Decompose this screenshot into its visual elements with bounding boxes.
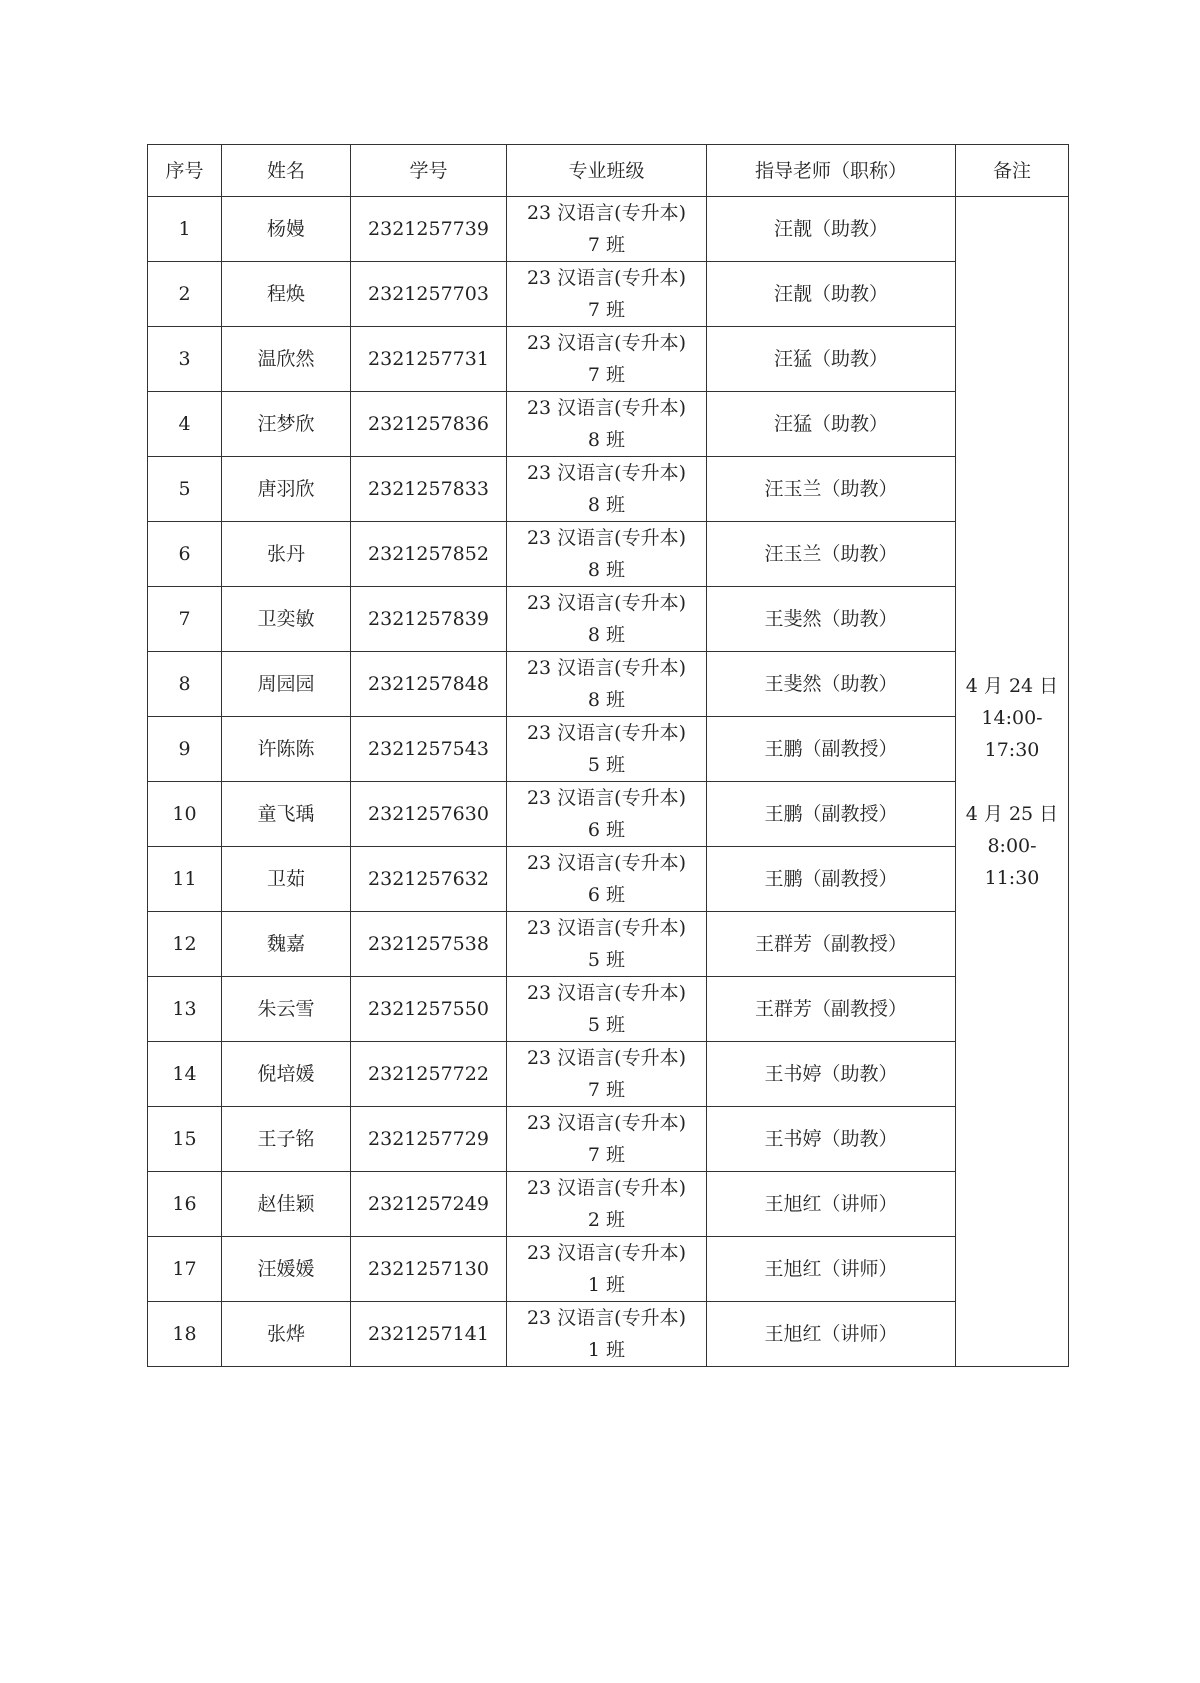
cell-serial-number: 16 xyxy=(148,1172,222,1237)
cell-serial-number: 9 xyxy=(148,717,222,782)
class-line-2: 5 班 xyxy=(587,949,626,971)
cell-advisor: 王斐然（助教） xyxy=(707,587,956,652)
cell-name: 卫茹 xyxy=(222,847,351,912)
cell-major-class xyxy=(507,1042,707,1107)
cell-name: 童飞瑀 xyxy=(222,782,351,847)
cell-major-class xyxy=(507,1172,707,1237)
remark-day2-time-start: 8:00- xyxy=(987,834,1037,857)
table-row xyxy=(148,197,1069,262)
cell-major-class xyxy=(507,912,707,977)
cell-student-id: 2321257836 xyxy=(351,392,507,457)
cell-name: 唐羽欣 xyxy=(222,457,351,522)
cell-remark xyxy=(956,197,1069,1367)
table-row xyxy=(148,327,1069,392)
cell-major-class xyxy=(507,977,707,1042)
cell-advisor: 王旭红（讲师） xyxy=(707,1237,956,1302)
student-roster-table xyxy=(147,144,1069,1367)
remark-day2-time-end: 11:30 xyxy=(984,866,1040,889)
cell-student-id: 2321257703 xyxy=(351,262,507,327)
remark-day1-date: 4 月 24 日 xyxy=(965,674,1059,697)
class-line-2: 6 班 xyxy=(587,819,626,841)
table-row xyxy=(148,1237,1069,1302)
cell-major-class xyxy=(507,1302,707,1367)
cell-major-class xyxy=(507,327,707,392)
class-line-1: 23 汉语言(专升本) xyxy=(526,527,687,549)
cell-major-class xyxy=(507,1237,707,1302)
header-name: 姓名 xyxy=(222,145,351,197)
cell-serial-number: 18 xyxy=(148,1302,222,1367)
cell-student-id: 2321257550 xyxy=(351,977,507,1042)
cell-major-class xyxy=(507,522,707,587)
class-line-1: 23 汉语言(专升本) xyxy=(526,202,687,224)
cell-student-id: 2321257729 xyxy=(351,1107,507,1172)
cell-serial-number: 5 xyxy=(148,457,222,522)
cell-major-class xyxy=(507,197,707,262)
cell-name: 倪培媛 xyxy=(222,1042,351,1107)
cell-serial-number: 10 xyxy=(148,782,222,847)
header-serial-number: 序号 xyxy=(148,145,222,197)
cell-major-class xyxy=(507,457,707,522)
cell-advisor: 王书婷（助教） xyxy=(707,1107,956,1172)
class-line-1: 23 汉语言(专升本) xyxy=(526,982,687,1004)
cell-name: 程焕 xyxy=(222,262,351,327)
class-line-1: 23 汉语言(专升本) xyxy=(526,1177,687,1199)
cell-serial-number: 12 xyxy=(148,912,222,977)
cell-name: 王子铭 xyxy=(222,1107,351,1172)
cell-serial-number: 6 xyxy=(148,522,222,587)
header-major-class: 专业班级 xyxy=(507,145,707,197)
cell-student-id: 2321257833 xyxy=(351,457,507,522)
cell-student-id: 2321257731 xyxy=(351,327,507,392)
cell-name: 杨嫚 xyxy=(222,197,351,262)
cell-advisor: 汪猛（助教） xyxy=(707,327,956,392)
class-line-2: 7 班 xyxy=(587,234,626,256)
header-row xyxy=(148,145,1069,197)
class-line-2: 7 班 xyxy=(587,364,626,386)
cell-advisor: 王群芳（副教授） xyxy=(707,912,956,977)
cell-advisor: 汪靓（助教） xyxy=(707,197,956,262)
cell-advisor: 汪靓（助教） xyxy=(707,262,956,327)
cell-major-class xyxy=(507,1107,707,1172)
cell-advisor: 王鹏（副教授） xyxy=(707,782,956,847)
cell-student-id: 2321257839 xyxy=(351,587,507,652)
class-line-1: 23 汉语言(专升本) xyxy=(526,722,687,744)
table-row xyxy=(148,782,1069,847)
class-line-1: 23 汉语言(专升本) xyxy=(526,267,687,289)
class-line-2: 1 班 xyxy=(587,1339,626,1361)
cell-name: 张烨 xyxy=(222,1302,351,1367)
remark-spacer xyxy=(956,766,1068,798)
cell-serial-number: 11 xyxy=(148,847,222,912)
cell-serial-number: 13 xyxy=(148,977,222,1042)
cell-name: 赵佳颖 xyxy=(222,1172,351,1237)
class-line-2: 8 班 xyxy=(587,494,626,516)
table-row xyxy=(148,1042,1069,1107)
class-line-1: 23 汉语言(专升本) xyxy=(526,1047,687,1069)
cell-major-class xyxy=(507,262,707,327)
table-row xyxy=(148,262,1069,327)
cell-advisor: 王书婷（助教） xyxy=(707,1042,956,1107)
cell-student-id: 2321257739 xyxy=(351,197,507,262)
cell-advisor: 汪玉兰（助教） xyxy=(707,457,956,522)
cell-advisor: 王鹏（副教授） xyxy=(707,847,956,912)
table-row xyxy=(148,652,1069,717)
table-row xyxy=(148,392,1069,457)
cell-student-id: 2321257538 xyxy=(351,912,507,977)
cell-serial-number: 1 xyxy=(148,197,222,262)
table-body xyxy=(148,197,1069,1367)
table-row xyxy=(148,1107,1069,1172)
class-line-1: 23 汉语言(专升本) xyxy=(526,852,687,874)
cell-serial-number: 15 xyxy=(148,1107,222,1172)
cell-advisor: 王群芳（副教授） xyxy=(707,977,956,1042)
cell-name: 温欣然 xyxy=(222,327,351,392)
cell-name: 汪梦欣 xyxy=(222,392,351,457)
class-line-1: 23 汉语言(专升本) xyxy=(526,657,687,679)
cell-name: 魏嘉 xyxy=(222,912,351,977)
class-line-2: 8 班 xyxy=(587,624,626,646)
class-line-2: 7 班 xyxy=(587,1144,626,1166)
table-row xyxy=(148,457,1069,522)
cell-student-id: 2321257632 xyxy=(351,847,507,912)
cell-major-class xyxy=(507,587,707,652)
cell-advisor: 王旭红（讲师） xyxy=(707,1172,956,1237)
cell-serial-number: 3 xyxy=(148,327,222,392)
cell-student-id: 2321257848 xyxy=(351,652,507,717)
class-line-2: 6 班 xyxy=(587,884,626,906)
class-line-1: 23 汉语言(专升本) xyxy=(526,1307,687,1329)
cell-student-id: 2321257543 xyxy=(351,717,507,782)
table-header xyxy=(148,145,1069,197)
class-line-1: 23 汉语言(专升本) xyxy=(526,462,687,484)
class-line-2: 1 班 xyxy=(587,1274,626,1296)
class-line-1: 23 汉语言(专升本) xyxy=(526,332,687,354)
class-line-2: 7 班 xyxy=(587,299,626,321)
cell-student-id: 2321257852 xyxy=(351,522,507,587)
table-row xyxy=(148,587,1069,652)
table-row xyxy=(148,522,1069,587)
class-line-2: 8 班 xyxy=(587,559,626,581)
table-row xyxy=(148,977,1069,1042)
remark-day1-time-start: 14:00- xyxy=(981,706,1043,729)
cell-name: 朱云雪 xyxy=(222,977,351,1042)
cell-student-id: 2321257722 xyxy=(351,1042,507,1107)
class-line-1: 23 汉语言(专升本) xyxy=(526,787,687,809)
class-line-1: 23 汉语言(专升本) xyxy=(526,1112,687,1134)
cell-advisor: 汪玉兰（助教） xyxy=(707,522,956,587)
class-line-1: 23 汉语言(专升本) xyxy=(526,397,687,419)
cell-serial-number: 4 xyxy=(148,392,222,457)
cell-advisor: 汪猛（助教） xyxy=(707,392,956,457)
cell-serial-number: 14 xyxy=(148,1042,222,1107)
cell-serial-number: 7 xyxy=(148,587,222,652)
cell-name: 周园园 xyxy=(222,652,351,717)
class-line-1: 23 汉语言(专升本) xyxy=(526,1242,687,1264)
class-line-2: 5 班 xyxy=(587,1014,626,1036)
cell-advisor: 王旭红（讲师） xyxy=(707,1302,956,1367)
cell-serial-number: 17 xyxy=(148,1237,222,1302)
table-row xyxy=(148,1302,1069,1367)
cell-serial-number: 8 xyxy=(148,652,222,717)
class-line-2: 5 班 xyxy=(587,754,626,776)
class-line-1: 23 汉语言(专升本) xyxy=(526,917,687,939)
cell-major-class xyxy=(507,782,707,847)
cell-name: 许陈陈 xyxy=(222,717,351,782)
cell-name: 张丹 xyxy=(222,522,351,587)
class-line-2: 7 班 xyxy=(587,1079,626,1101)
table-row xyxy=(148,717,1069,782)
header-advisor: 指导老师（职称） xyxy=(707,145,956,197)
table-row xyxy=(148,1172,1069,1237)
class-line-2: 2 班 xyxy=(587,1209,626,1231)
table-row xyxy=(148,847,1069,912)
remark-day2-date: 4 月 25 日 xyxy=(965,802,1059,825)
remark-day1-time-end: 17:30 xyxy=(984,738,1040,761)
header-remark: 备注 xyxy=(956,145,1069,197)
cell-serial-number: 2 xyxy=(148,262,222,327)
cell-student-id: 2321257141 xyxy=(351,1302,507,1367)
class-line-1: 23 汉语言(专升本) xyxy=(526,592,687,614)
cell-advisor: 王斐然（助教） xyxy=(707,652,956,717)
table-row xyxy=(148,912,1069,977)
cell-major-class xyxy=(507,652,707,717)
cell-major-class xyxy=(507,847,707,912)
cell-advisor: 王鹏（副教授） xyxy=(707,717,956,782)
cell-student-id: 2321257249 xyxy=(351,1172,507,1237)
class-line-2: 8 班 xyxy=(587,689,626,711)
class-line-2: 8 班 xyxy=(587,429,626,451)
cell-student-id: 2321257630 xyxy=(351,782,507,847)
cell-major-class xyxy=(507,717,707,782)
cell-name: 卫奕敏 xyxy=(222,587,351,652)
cell-major-class xyxy=(507,392,707,457)
cell-name: 汪媛媛 xyxy=(222,1237,351,1302)
cell-student-id: 2321257130 xyxy=(351,1237,507,1302)
header-student-id: 学号 xyxy=(351,145,507,197)
